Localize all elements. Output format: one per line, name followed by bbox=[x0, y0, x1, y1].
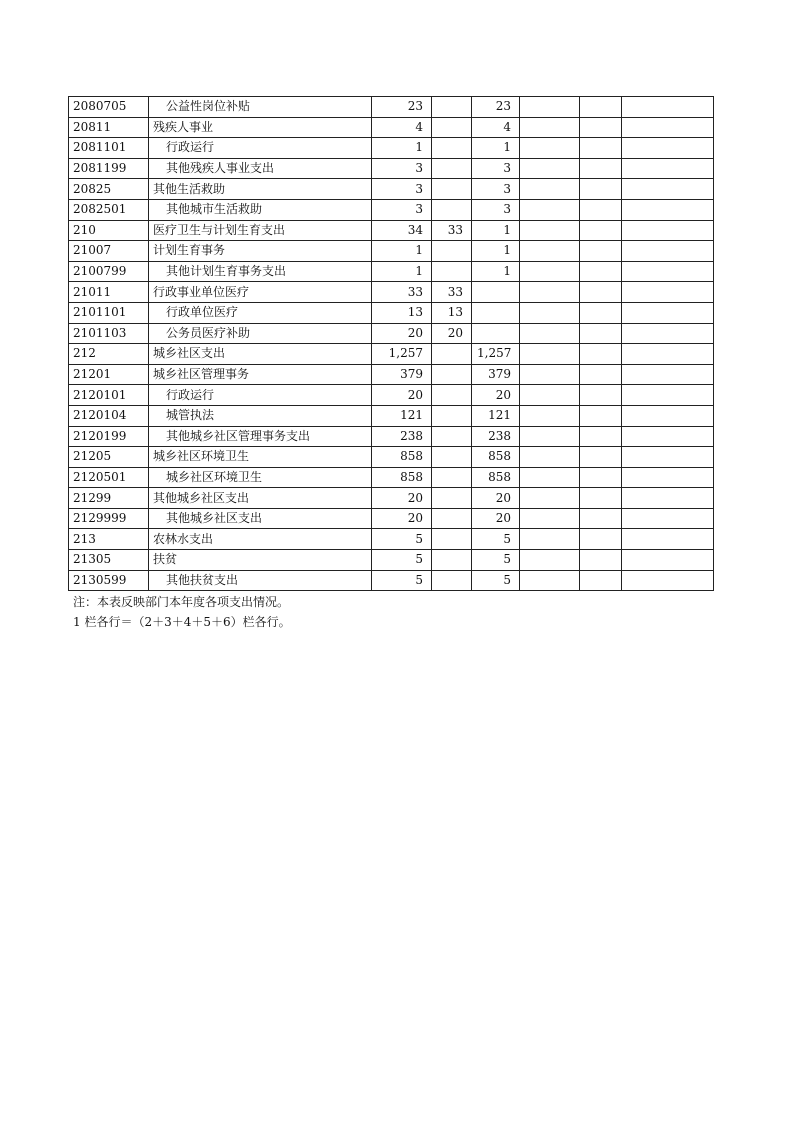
total-cell: 121 bbox=[372, 405, 432, 426]
col3-cell: 379 bbox=[472, 364, 520, 385]
col2-cell: 13 bbox=[432, 302, 472, 323]
code-cell: 2082501 bbox=[69, 199, 149, 220]
col6-cell bbox=[622, 550, 714, 571]
col2-cell bbox=[432, 241, 472, 262]
table-row bbox=[69, 467, 714, 488]
table-row bbox=[69, 220, 714, 241]
col5-cell bbox=[580, 550, 622, 571]
col4-cell bbox=[520, 179, 580, 200]
col4-cell bbox=[520, 323, 580, 344]
col5-cell bbox=[580, 426, 622, 447]
col4-cell bbox=[520, 447, 580, 468]
name-cell: 公务员医疗补助 bbox=[149, 323, 372, 344]
total-cell: 858 bbox=[372, 467, 432, 488]
name-cell: 其他残疾人事业支出 bbox=[149, 158, 372, 179]
code-cell: 21201 bbox=[69, 364, 149, 385]
name-cell: 计划生育事务 bbox=[149, 241, 372, 262]
col5-cell bbox=[580, 529, 622, 550]
col2-cell bbox=[432, 508, 472, 529]
col5-cell bbox=[580, 138, 622, 159]
col5-cell bbox=[580, 467, 622, 488]
col6-cell bbox=[622, 529, 714, 550]
name-cell: 其他计划生育事务支出 bbox=[149, 261, 372, 282]
col6-cell bbox=[622, 323, 714, 344]
code-cell: 2101103 bbox=[69, 323, 149, 344]
col6-cell bbox=[622, 117, 714, 138]
table-row bbox=[69, 508, 714, 529]
name-cell: 其他城市生活救助 bbox=[149, 199, 372, 220]
col5-cell bbox=[580, 97, 622, 118]
col2-cell bbox=[432, 385, 472, 406]
col2-cell bbox=[432, 138, 472, 159]
col3-cell: 5 bbox=[472, 570, 520, 591]
code-cell: 21011 bbox=[69, 282, 149, 303]
col5-cell bbox=[580, 302, 622, 323]
col5-cell bbox=[580, 179, 622, 200]
col4-cell bbox=[520, 344, 580, 365]
col6-cell bbox=[622, 426, 714, 447]
code-cell: 2120104 bbox=[69, 405, 149, 426]
expenditure-table-container bbox=[68, 96, 713, 591]
total-cell: 1 bbox=[372, 241, 432, 262]
col5-cell bbox=[580, 385, 622, 406]
col4-cell bbox=[520, 508, 580, 529]
col4-cell bbox=[520, 302, 580, 323]
total-cell: 238 bbox=[372, 426, 432, 447]
col4-cell bbox=[520, 385, 580, 406]
col4-cell bbox=[520, 488, 580, 509]
col2-cell bbox=[432, 117, 472, 138]
col5-cell bbox=[580, 282, 622, 303]
col4-cell bbox=[520, 529, 580, 550]
col5-cell bbox=[580, 158, 622, 179]
total-cell: 20 bbox=[372, 323, 432, 344]
col6-cell bbox=[622, 179, 714, 200]
col3-cell: 3 bbox=[472, 199, 520, 220]
col3-cell bbox=[472, 323, 520, 344]
col3-cell: 1,257 bbox=[472, 344, 520, 365]
col5-cell bbox=[580, 447, 622, 468]
col6-cell bbox=[622, 364, 714, 385]
code-cell: 2129999 bbox=[69, 508, 149, 529]
col6-cell bbox=[622, 158, 714, 179]
code-cell: 21299 bbox=[69, 488, 149, 509]
table-row bbox=[69, 344, 714, 365]
total-cell: 1,257 bbox=[372, 344, 432, 365]
col3-cell: 5 bbox=[472, 550, 520, 571]
col5-cell bbox=[580, 261, 622, 282]
col3-cell: 23 bbox=[472, 97, 520, 118]
total-cell: 379 bbox=[372, 364, 432, 385]
code-cell: 2101101 bbox=[69, 302, 149, 323]
col5-cell bbox=[580, 241, 622, 262]
table-row bbox=[69, 302, 714, 323]
table-row bbox=[69, 158, 714, 179]
total-cell: 34 bbox=[372, 220, 432, 241]
col3-cell: 5 bbox=[472, 529, 520, 550]
name-cell: 医疗卫生与计划生育支出 bbox=[149, 220, 372, 241]
col6-cell bbox=[622, 97, 714, 118]
col5-cell bbox=[580, 364, 622, 385]
name-cell: 其他城乡社区支出 bbox=[149, 488, 372, 509]
col3-cell bbox=[472, 282, 520, 303]
col6-cell bbox=[622, 199, 714, 220]
col2-cell bbox=[432, 344, 472, 365]
table-row bbox=[69, 447, 714, 468]
col6-cell bbox=[622, 261, 714, 282]
name-cell: 城管执法 bbox=[149, 405, 372, 426]
col6-cell bbox=[622, 508, 714, 529]
col4-cell bbox=[520, 220, 580, 241]
table-row bbox=[69, 97, 714, 118]
table-row bbox=[69, 261, 714, 282]
col3-cell: 20 bbox=[472, 488, 520, 509]
col3-cell: 1 bbox=[472, 220, 520, 241]
code-cell: 2080705 bbox=[69, 97, 149, 118]
col2-cell bbox=[432, 199, 472, 220]
col2-cell bbox=[432, 570, 472, 591]
col5-cell bbox=[580, 570, 622, 591]
col3-cell: 121 bbox=[472, 405, 520, 426]
name-cell: 行政事业单位医疗 bbox=[149, 282, 372, 303]
table-row bbox=[69, 199, 714, 220]
table-row bbox=[69, 282, 714, 303]
total-cell: 13 bbox=[372, 302, 432, 323]
col6-cell bbox=[622, 282, 714, 303]
col2-cell bbox=[432, 158, 472, 179]
total-cell: 5 bbox=[372, 570, 432, 591]
total-cell: 33 bbox=[372, 282, 432, 303]
name-cell: 城乡社区支出 bbox=[149, 344, 372, 365]
col3-cell: 858 bbox=[472, 467, 520, 488]
col6-cell bbox=[622, 344, 714, 365]
col5-cell bbox=[580, 405, 622, 426]
code-cell: 21007 bbox=[69, 241, 149, 262]
col5-cell bbox=[580, 344, 622, 365]
table-row bbox=[69, 426, 714, 447]
col4-cell bbox=[520, 261, 580, 282]
table-row bbox=[69, 117, 714, 138]
col3-cell: 1 bbox=[472, 138, 520, 159]
col2-cell: 33 bbox=[432, 282, 472, 303]
col5-cell bbox=[580, 508, 622, 529]
col2-cell bbox=[432, 447, 472, 468]
col4-cell bbox=[520, 138, 580, 159]
code-cell: 20811 bbox=[69, 117, 149, 138]
col6-cell bbox=[622, 138, 714, 159]
total-cell: 4 bbox=[372, 117, 432, 138]
note-line-2: 1 栏各行＝（2＋3＋4＋5＋6）栏各行。 bbox=[73, 615, 291, 629]
name-cell: 行政单位医疗 bbox=[149, 302, 372, 323]
table-row bbox=[69, 179, 714, 200]
col2-cell bbox=[432, 179, 472, 200]
col2-cell bbox=[432, 261, 472, 282]
code-cell: 2100799 bbox=[69, 261, 149, 282]
table-body bbox=[69, 97, 714, 591]
col4-cell bbox=[520, 364, 580, 385]
name-cell: 行政运行 bbox=[149, 385, 372, 406]
total-cell: 858 bbox=[372, 447, 432, 468]
col6-cell bbox=[622, 220, 714, 241]
col2-cell: 20 bbox=[432, 323, 472, 344]
col6-cell bbox=[622, 447, 714, 468]
table-row bbox=[69, 385, 714, 406]
col2-cell bbox=[432, 364, 472, 385]
table-row bbox=[69, 488, 714, 509]
col5-cell bbox=[580, 220, 622, 241]
col6-cell bbox=[622, 241, 714, 262]
col4-cell bbox=[520, 117, 580, 138]
col3-cell: 20 bbox=[472, 385, 520, 406]
col4-cell bbox=[520, 405, 580, 426]
col2-cell bbox=[432, 426, 472, 447]
expenditure-table bbox=[68, 96, 714, 591]
col5-cell bbox=[580, 117, 622, 138]
col3-cell: 20 bbox=[472, 508, 520, 529]
name-cell: 公益性岗位补贴 bbox=[149, 97, 372, 118]
code-cell: 2130599 bbox=[69, 570, 149, 591]
table-row bbox=[69, 323, 714, 344]
col4-cell bbox=[520, 241, 580, 262]
code-cell: 20825 bbox=[69, 179, 149, 200]
name-cell: 其他城乡社区管理事务支出 bbox=[149, 426, 372, 447]
total-cell: 1 bbox=[372, 261, 432, 282]
note-line-1: 注：本表反映部门本年度各项支出情况。 bbox=[73, 595, 290, 609]
col4-cell bbox=[520, 426, 580, 447]
col6-cell bbox=[622, 405, 714, 426]
col2-cell bbox=[432, 97, 472, 118]
col4-cell bbox=[520, 199, 580, 220]
total-cell: 20 bbox=[372, 385, 432, 406]
code-cell: 2120501 bbox=[69, 467, 149, 488]
name-cell: 其他城乡社区支出 bbox=[149, 508, 372, 529]
code-cell: 21205 bbox=[69, 447, 149, 468]
table-row bbox=[69, 364, 714, 385]
name-cell: 残疾人事业 bbox=[149, 117, 372, 138]
total-cell: 5 bbox=[372, 529, 432, 550]
code-cell: 212 bbox=[69, 344, 149, 365]
col4-cell bbox=[520, 158, 580, 179]
col4-cell bbox=[520, 467, 580, 488]
total-cell: 20 bbox=[372, 508, 432, 529]
code-cell: 2081101 bbox=[69, 138, 149, 159]
col3-cell: 3 bbox=[472, 158, 520, 179]
col2-cell bbox=[432, 488, 472, 509]
col4-cell bbox=[520, 570, 580, 591]
col3-cell: 4 bbox=[472, 117, 520, 138]
col5-cell bbox=[580, 323, 622, 344]
total-cell: 5 bbox=[372, 550, 432, 571]
col3-cell: 3 bbox=[472, 179, 520, 200]
col6-cell bbox=[622, 385, 714, 406]
col6-cell bbox=[622, 302, 714, 323]
table-row bbox=[69, 550, 714, 571]
col2-cell bbox=[432, 550, 472, 571]
table-row bbox=[69, 405, 714, 426]
table-row bbox=[69, 241, 714, 262]
code-cell: 2120101 bbox=[69, 385, 149, 406]
col3-cell: 238 bbox=[472, 426, 520, 447]
code-cell: 210 bbox=[69, 220, 149, 241]
col2-cell bbox=[432, 405, 472, 426]
col2-cell bbox=[432, 467, 472, 488]
col2-cell: 33 bbox=[432, 220, 472, 241]
col4-cell bbox=[520, 282, 580, 303]
table-row bbox=[69, 570, 714, 591]
total-cell: 3 bbox=[372, 158, 432, 179]
col2-cell bbox=[432, 529, 472, 550]
name-cell: 行政运行 bbox=[149, 138, 372, 159]
col4-cell bbox=[520, 550, 580, 571]
code-cell: 2081199 bbox=[69, 158, 149, 179]
col3-cell bbox=[472, 302, 520, 323]
col5-cell bbox=[580, 199, 622, 220]
name-cell: 农林水支出 bbox=[149, 529, 372, 550]
col4-cell bbox=[520, 97, 580, 118]
total-cell: 1 bbox=[372, 138, 432, 159]
name-cell: 城乡社区环境卫生 bbox=[149, 447, 372, 468]
col5-cell bbox=[580, 488, 622, 509]
col3-cell: 858 bbox=[472, 447, 520, 468]
col6-cell bbox=[622, 488, 714, 509]
total-cell: 23 bbox=[372, 97, 432, 118]
name-cell: 城乡社区管理事务 bbox=[149, 364, 372, 385]
col3-cell: 1 bbox=[472, 241, 520, 262]
col6-cell bbox=[622, 467, 714, 488]
name-cell: 城乡社区环境卫生 bbox=[149, 467, 372, 488]
name-cell: 其他生活救助 bbox=[149, 179, 372, 200]
total-cell: 3 bbox=[372, 179, 432, 200]
name-cell: 其他扶贫支出 bbox=[149, 570, 372, 591]
table-row bbox=[69, 529, 714, 550]
table-notes bbox=[73, 592, 291, 632]
total-cell: 20 bbox=[372, 488, 432, 509]
total-cell: 3 bbox=[372, 199, 432, 220]
table-row bbox=[69, 138, 714, 159]
col6-cell bbox=[622, 570, 714, 591]
code-cell: 2120199 bbox=[69, 426, 149, 447]
code-cell: 21305 bbox=[69, 550, 149, 571]
name-cell: 扶贫 bbox=[149, 550, 372, 571]
col3-cell: 1 bbox=[472, 261, 520, 282]
code-cell: 213 bbox=[69, 529, 149, 550]
